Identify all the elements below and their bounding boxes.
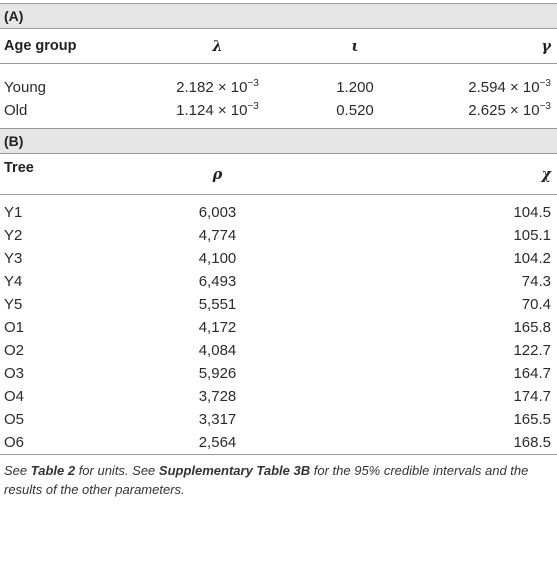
table-figure xyxy=(0,3,557,570)
header-chi: χ xyxy=(541,165,551,183)
table-row xyxy=(0,64,557,77)
rho-cell: 6,493 xyxy=(198,273,237,290)
section-a-label: (A) xyxy=(0,4,557,28)
spacer-cell xyxy=(305,247,405,270)
tree-cell: O5 xyxy=(4,411,25,428)
spacer-cell xyxy=(305,362,405,385)
rho-cell: 3,317 xyxy=(198,411,237,428)
spacer-cell xyxy=(305,339,405,362)
table-row xyxy=(0,385,557,408)
spacer-cell xyxy=(305,224,405,247)
table-row xyxy=(0,201,557,224)
rho-cell: 5,926 xyxy=(198,365,237,382)
spacer-cell xyxy=(305,408,405,431)
lambda-cell: $1.124 \times 10^{-3}$ xyxy=(176,101,259,119)
chi-cell: 174.7 xyxy=(513,388,551,405)
iota-cell: 0.520 xyxy=(336,102,374,119)
spacer-cell xyxy=(305,270,405,293)
table-row xyxy=(0,316,557,339)
header-tree: Tree xyxy=(4,160,34,176)
chi-cell: 165.5 xyxy=(513,411,551,428)
tree-cell: O6 xyxy=(4,434,25,451)
tree-cell: Y5 xyxy=(4,296,23,313)
spacer-cell xyxy=(305,293,405,316)
chi-cell: 164.7 xyxy=(513,365,551,382)
header-iota: ι xyxy=(351,37,359,55)
chi-cell: 70.4 xyxy=(521,296,551,313)
tree-cell: Y2 xyxy=(4,227,23,244)
table-row xyxy=(0,293,557,316)
section-b-label: (B) xyxy=(0,129,557,153)
chi-cell: 74.3 xyxy=(521,273,551,290)
header-age-group: Age group xyxy=(4,38,77,54)
chi-cell: 104.2 xyxy=(513,250,551,267)
header-lambda: λ xyxy=(212,37,223,55)
tree-cell: O4 xyxy=(4,388,25,405)
table-row xyxy=(0,99,557,122)
header-gamma: γ xyxy=(541,37,551,55)
age-group-cell: Old xyxy=(4,102,28,119)
rho-cell: 2,564 xyxy=(198,434,237,451)
header-rho: ρ xyxy=(212,165,223,183)
table-row xyxy=(0,408,557,431)
section-b-table xyxy=(0,154,557,454)
age-group-cell: Young xyxy=(4,79,46,96)
rho-cell: 4,100 xyxy=(198,250,237,267)
table-row xyxy=(0,362,557,385)
rho-cell: 4,774 xyxy=(198,227,237,244)
tree-cell: Y3 xyxy=(4,250,23,267)
rho-cell: 3,728 xyxy=(198,388,237,405)
spacer-cell xyxy=(305,385,405,408)
tree-cell: Y1 xyxy=(4,204,23,221)
tree-cell: O2 xyxy=(4,342,25,359)
chi-cell: 165.8 xyxy=(513,319,551,336)
spacer-cell xyxy=(305,316,405,339)
table-row xyxy=(0,339,557,362)
tree-cell: O3 xyxy=(4,365,25,382)
gamma-cell: $2.625 \times 10^{-3}$ xyxy=(468,101,551,119)
chi-cell: 105.1 xyxy=(513,227,551,244)
table-row xyxy=(0,247,557,270)
supplementary-table-ref: Supplementary Table 3B xyxy=(158,463,311,478)
rho-cell: 6,003 xyxy=(198,204,237,221)
table-2-ref: Table 2 xyxy=(30,463,76,478)
tree-cell: O1 xyxy=(4,319,25,336)
table-row xyxy=(0,76,557,99)
spacer-cell xyxy=(305,201,405,224)
section-a-table xyxy=(0,29,557,128)
section-b-body xyxy=(0,201,557,454)
spacer-cell xyxy=(305,431,405,454)
tree-cell: Y4 xyxy=(4,273,23,290)
section-a-header-row xyxy=(0,29,557,64)
gamma-cell: $2.594 \times 10^{-3}$ xyxy=(468,78,551,96)
lambda-cell: $2.182 \times 10^{-3}$ xyxy=(176,78,259,96)
table-row xyxy=(0,270,557,293)
iota-cell: 1.200 xyxy=(336,79,374,96)
rho-cell: 4,172 xyxy=(198,319,237,336)
table-row xyxy=(0,431,557,454)
chi-cell: 104.5 xyxy=(513,204,551,221)
rho-cell: 5,551 xyxy=(198,296,237,313)
footnote: See Table 2 for units. See Supplementary Table 3B for the 95% credible intervals and the results of the other parameters. xyxy=(4,463,529,497)
table-row xyxy=(0,224,557,247)
rho-cell: 4,084 xyxy=(198,342,237,359)
chi-cell: 122.7 xyxy=(513,342,551,359)
section-b-header-row xyxy=(0,154,557,195)
chi-cell: 168.5 xyxy=(513,434,551,451)
